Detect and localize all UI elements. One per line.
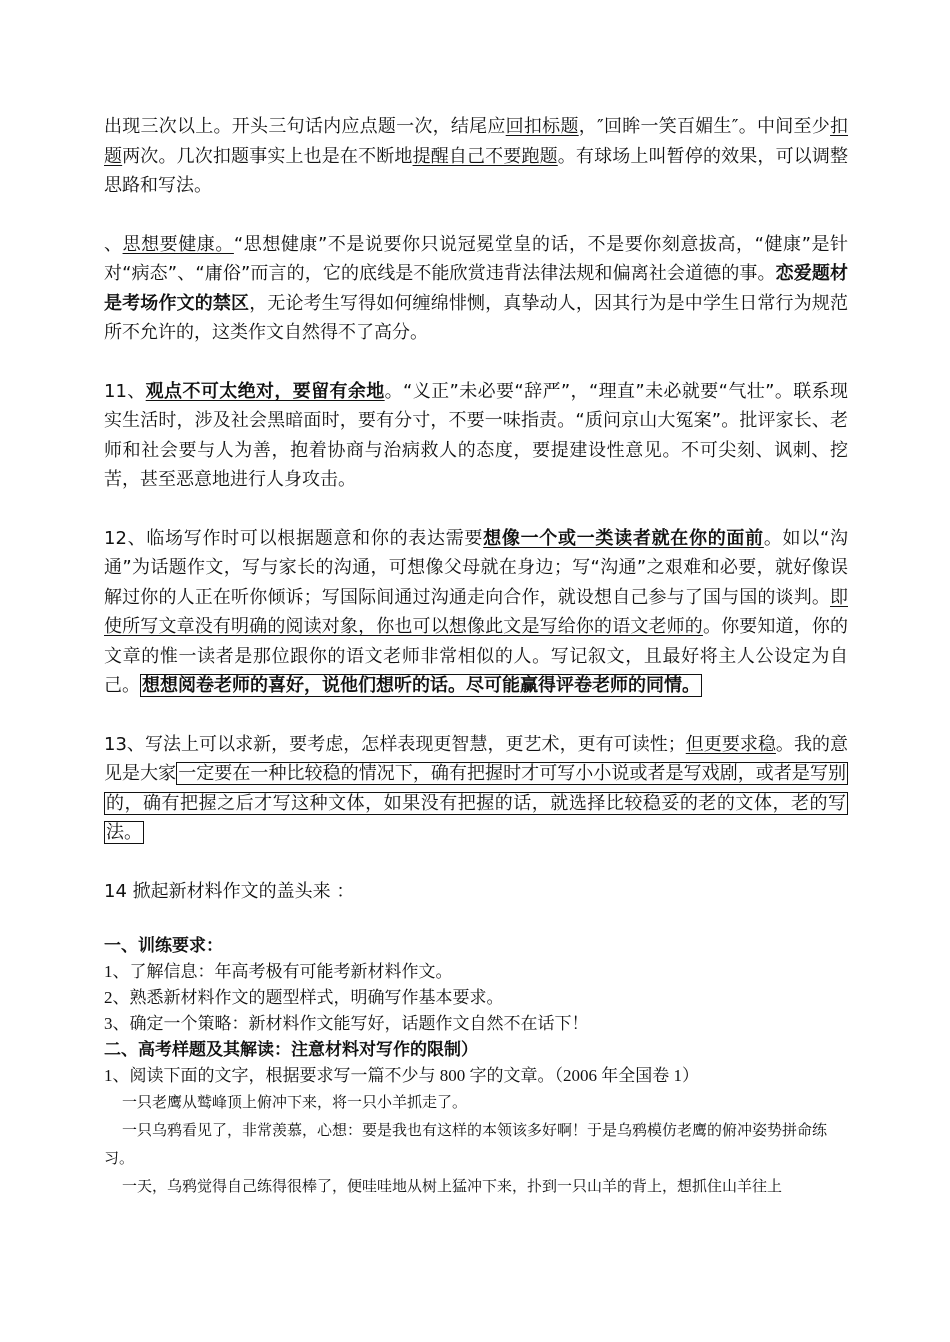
story-paragraph: 一只老鹰从鹫峰顶上俯冲下来，将一只小羊抓走了。 bbox=[122, 1095, 468, 1111]
underlined-text: 扣题 bbox=[104, 116, 849, 167]
text-run: 11、 bbox=[104, 380, 146, 402]
text-run: 12、临场写作时可以根据题意和你的表达需要 bbox=[104, 527, 484, 549]
text-run: 、 bbox=[104, 233, 123, 255]
paragraph-healthy-thought bbox=[104, 230, 848, 348]
underlined-text: 思想要健康。 bbox=[122, 233, 234, 255]
section-heading-training: 一、训练要求： bbox=[104, 936, 223, 955]
underlined-text: 观点不可太绝对，要留有余地 bbox=[145, 380, 385, 402]
paragraph-deduct-title bbox=[104, 112, 848, 201]
requirement-item: 1、了解信息：年高考极有可能考新材料作文。 bbox=[104, 962, 453, 981]
paragraph-point-14: 14 掀起新材料作文的盖头来 ： bbox=[104, 880, 355, 902]
paragraph-point-12 bbox=[104, 524, 848, 701]
text-run: 出现三次以上。开头三句话内应点题一次，结尾应 bbox=[104, 116, 506, 137]
text-run: 。有球场上叫暂停的效果，可以调整思路和写法。 bbox=[104, 145, 849, 196]
document-page bbox=[104, 112, 848, 1201]
underlined-text: 想像一个或一类读者就在你的面前 bbox=[483, 527, 764, 549]
underlined-text: 提醒自己不要跑题 bbox=[412, 145, 558, 167]
boxed-text: 想想阅卷老师的喜好，说他们想听的话。尽可能赢得评卷老师的同情。 bbox=[142, 675, 700, 696]
story-paragraph: 一天，乌鸦觉得自己练得很棒了，便哇哇地从树上猛冲下来，扑到一只山羊的背上，想抓住山羊往上 bbox=[122, 1179, 783, 1195]
text-run: 。我的意见是大家 bbox=[104, 733, 849, 784]
section-heading-samples: 二、高考样题及其解读：注意材料对写作的限制） bbox=[104, 1040, 478, 1059]
underlined-text: 即使所写文章没有明确的阅读对象，你也可以想像此文是写给你的语文老师的 bbox=[104, 586, 848, 637]
text-run: 。“义正”未必要“辞严”，“理直”未必就要“气壮”。联系现实生活时，涉及社会黑暗面时，要有分寸，不要一味指责。“质问京山大冤案”。批评家长、老师和社会要与人为善，抱着协商与治病救人的态度，要提建设性意见。不可尖刻、讽刺、挖苦，甚至恶意地进行人身攻击。 bbox=[104, 380, 848, 490]
underlined-text: 但更要求稳 bbox=[685, 733, 776, 755]
paragraph-point-11 bbox=[104, 377, 848, 495]
underlined-text: 回扣标题 bbox=[505, 116, 579, 137]
text-run: ，无论考生写得如何缠绵悱恻，真挚动人，因其行为是中学生日常行为规范所不允许的，这类作文自然得不了高分。 bbox=[104, 292, 848, 343]
text-run: 。你要知道，你的文章的惟一读者是那位跟你的语文老师非常相似的人。写记叙文，且最好将主人公设定为自己。 bbox=[104, 616, 849, 696]
text-run: 。如以“沟通”为话题作文，写与家长的沟通，可想像父母就在身边；写“沟通”之艰难和必要，就好像误解过你的人正在听你倾诉；写国际间通过沟通走向合作，就设想自己参与了国与国的谈判。 bbox=[104, 527, 849, 608]
story-paragraph: 一只乌鸦看见了，非常羡慕，心想：要是我也有这样的本领该多好啊！于是乌鸦模仿老鹰的俯冲姿势拼命练习。 bbox=[104, 1123, 828, 1167]
requirement-item: 2、熟悉新材料作文的题型样式，明确写作基本要求。 bbox=[104, 988, 504, 1007]
text-run: 两次。几次扣题事实上也是在不断地 bbox=[122, 145, 413, 167]
requirement-item: 3、确定一个策略：新材料作文能写好，话题作文自然不在话下！ bbox=[104, 1014, 589, 1033]
text-run: 13、写法上可以求新，要考虑，怎样表现更智慧，更艺术，更有可读性； bbox=[104, 733, 686, 755]
paragraph-point-13 bbox=[104, 730, 848, 848]
text-run: ，″回眸一笑百媚生″。中间至少 bbox=[578, 116, 831, 137]
text-run: “思想健康”不是说要你只说冠冕堂皇的话，不是要你刻意拔高，“健康”是针对“病态”、“庸俗”而言的，它的底线是不能欣赏违背法律法规和偏离社会道德的事。 bbox=[104, 233, 849, 284]
text-run: 恋爱题材是考场作文的禁区 bbox=[104, 263, 848, 314]
boxed-text: 一定要在一种比较稳的情况下，确有把握时才可写小小说或者是写戏剧，或者是写别的，确有把握之后才写这种文体，如果没有把握的话，就选择比较稳妥的老的文体，老的写法。 bbox=[106, 763, 846, 843]
question-prompt: 1、阅读下面的文字，根据要求写一篇不少与 800 字的文章。（2006 年全国卷 1） bbox=[104, 1066, 699, 1085]
